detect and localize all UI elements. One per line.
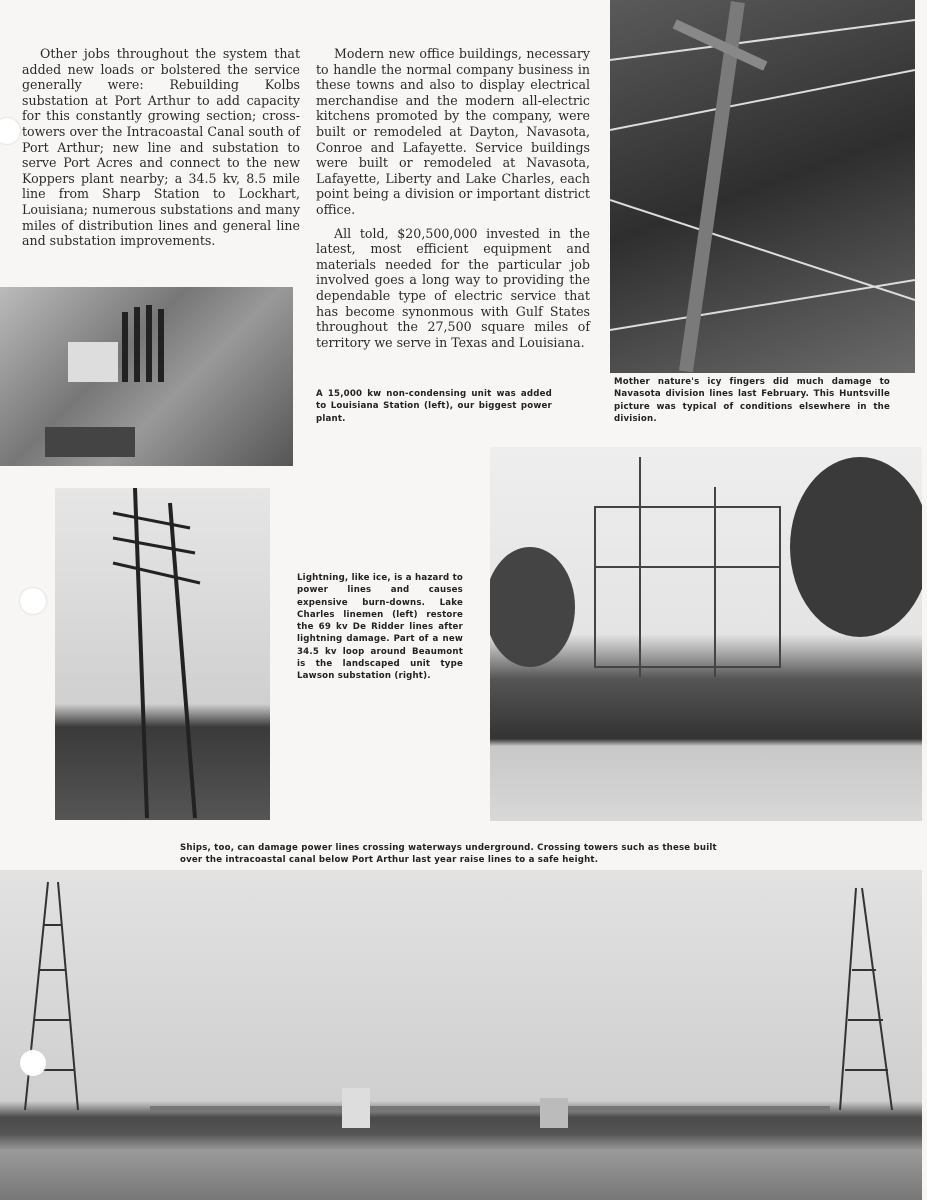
- paragraph: All told, $20,500,000 invested in the latest, most efficient equipment and materials needed for the particular job involved goes a long way to providing the dependable type of electric service that has become synonmous with Gulf States throughout the 27,500 square miles of territory we serve in Texas and Louisiana.: [316, 225, 590, 350]
- photo-louisiana-station: [0, 287, 293, 466]
- paragraph: Modern new office buildings, necessary to handle the normal company business in these towns and also to display electrical merchandise and the modern all-electric kitchens promoted by the company, were built or remodeled at Dayton, Navasota, Conroe and Lafayette. Service buildings were built or remodeled at Navasota, Lafayette, Liberty and Lake Charles, each point being a division or important district office.: [316, 46, 590, 217]
- caption-ships: Ships, too, can damage power lines crossing waterways underground. Crossing towers such as these built over the intracoastal canal below Port Arthur last year raise lines to a safe height.: [180, 843, 717, 866]
- punch-hole: [0, 118, 20, 144]
- caption-ice: Mother nature's icy fingers did much damage to Navasota division lines last February. This Huntsville picture was typical of conditions elsewhere in the division.: [614, 377, 890, 424]
- punch-hole: [20, 1050, 46, 1076]
- left-text-column: [22, 46, 300, 257]
- middle-text-column: [316, 46, 590, 358]
- caption-lightning: Lightning, like ice, is a hazard to power lines and causes expensive burn-downs. Lake Charles linemen (left) restore the 69 kv De Ridder lines after lightning damage. Part of a new 34.5 kv loop around Beaumont is the landscaped unit type Lawson substation (right).: [297, 573, 463, 682]
- punch-hole: [20, 588, 46, 614]
- caption-louisiana-station: A 15,000 kw non-condensing unit was added to Louisiana Station (left), our biggest power plant.: [316, 389, 552, 424]
- photo-intracoastal-crossing-towers: [0, 870, 922, 1200]
- photo-lawson-substation: [490, 447, 922, 821]
- photo-linemen-icy-pole: [610, 0, 915, 373]
- paragraph: Other jobs throughout the system that added new loads or bolstered the service generally were: Rebuilding Kolbs substation at Port Arthur to add capacity for this constantly growing section; cross- towers over the Intracoastal Canal south of Port Arthur; new line and substation to serve Port Acres and connect to the new Koppers plant nearby; a 34.5 kv, 8.5 mile line from Sharp Station to Lockhart, Louisiana; numerous substations and many miles of distribution lines and general line and substation improvements.: [22, 46, 300, 249]
- photo-lightning-poles: [55, 488, 270, 820]
